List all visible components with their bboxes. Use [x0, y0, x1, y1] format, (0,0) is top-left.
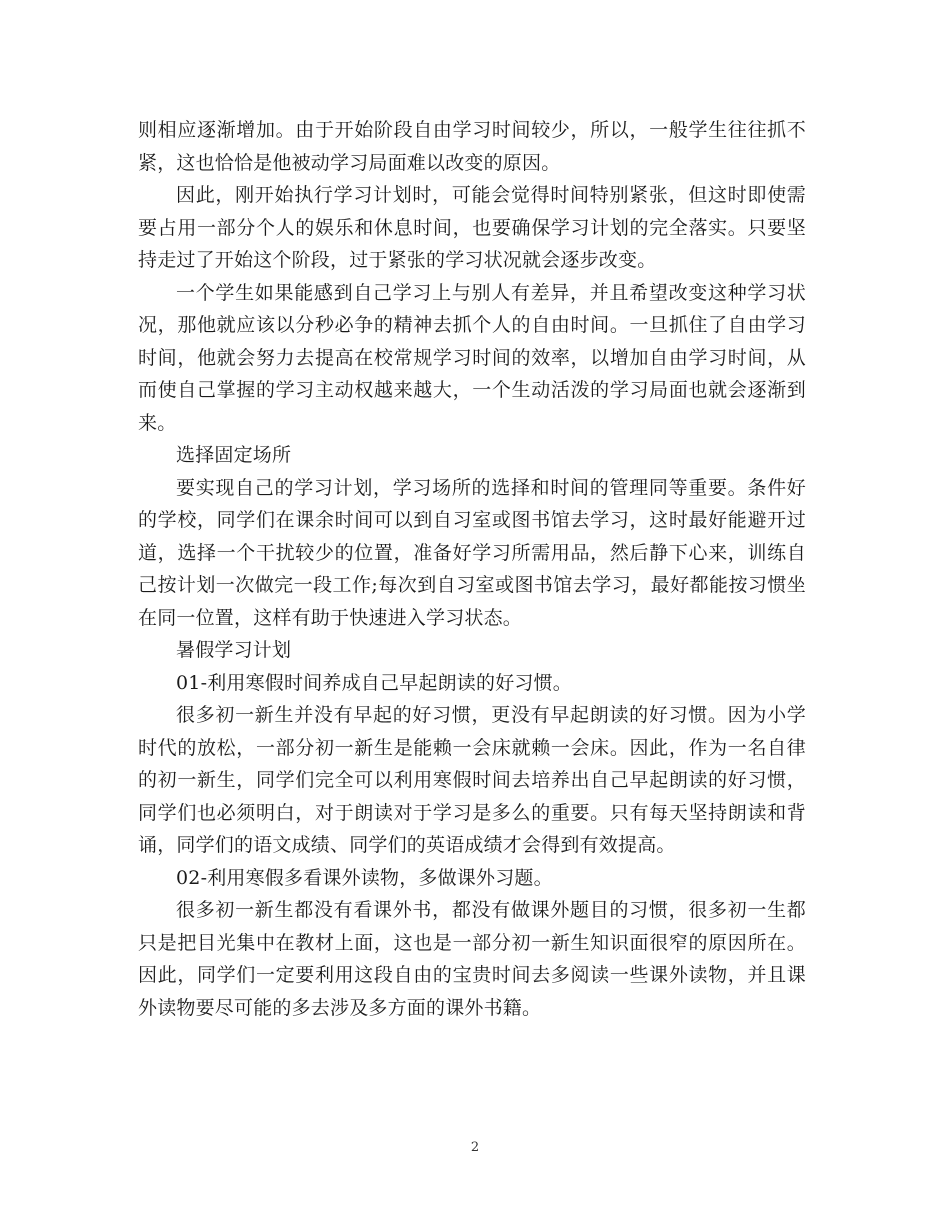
paragraph: 要实现自己的学习计划，学习场所的选择和时间的管理同等重要。条件好的学校，同学们在课余时间可以到自习室或图书馆去学习，这时最好能避开过道，选择一个干扰较少的位置，准备好学习所需用品，然后静下心来，训练自己按计划一次做完一段工作;每次到自习室或图书馆去学习，最好都能按习惯坐在同一位置，这样有助于快速进入学习状态。 — [138, 476, 806, 629]
paragraph: 很多初一新生并没有早起的好习惯，更没有早起朗读的好习惯。因为小学时代的放松，一部分初一新生是能赖一会床就赖一会床。因此，作为一名自律的初一新生，同学们完全可以利用寒假时间去培养出自己早起朗读的好习惯，同学们也必须明白，对于朗读对于学习是多么的重要。只有每天坚持朗读和背诵，同学们的语文成绩、同学们的英语成绩才会得到有效提高。 — [138, 704, 806, 856]
subheading: 01-利用寒假时间养成自己早起朗读的好习惯。 — [176, 671, 572, 694]
section-heading: 暑假学习计划 — [176, 639, 292, 661]
paragraph: 则相应逐渐增加。由于开始阶段自由学习时间较少，所以，一般学生往往抓不紧，这也恰恰是他被动学习局面难以改变的原因。 — [138, 119, 806, 174]
paragraph: 因此，刚开始执行学习计划时，可能会觉得时间特别紧张，但这时即使需要占用一部分个人的娱乐和休息时间，也要确保学习计划的完全落实。只要坚持走过了开始这个阶段，过于紧张的学习状况就会逐步改变。 — [138, 184, 806, 271]
subheading: 02-利用寒假多看课外读物，多做课外习题。 — [176, 866, 553, 889]
section-heading: 选择固定场所 — [176, 444, 292, 466]
paragraph: 一个学生如果能感到自己学习上与别人有差异，并且希望改变这种学习状况，那他就应该以分秒必争的精神去抓个人的自由时间。一旦抓住了自由学习时间，他就会努力去提高在校常规学习时间的效率，以增加自由学习时间，从而使自己掌握的学习主动权越来越大，一个生动活泼的学习局面也就会逐渐到来。 — [138, 281, 806, 434]
paragraph: 很多初一新生都没有看课外书，都没有做课外题目的习惯，很多初一生都只是把目光集中在教材上面，这也是一部分初一新生知识面很窄的原因所在。因此，同学们一定要利用这段自由的宝贵时间去多阅读一些课外读物，并且课外读物要尽可能的多去涉及多方面的课外书籍。 — [138, 899, 806, 1019]
page-number: 2 — [470, 1140, 480, 1155]
document-body — [138, 114, 806, 1024]
